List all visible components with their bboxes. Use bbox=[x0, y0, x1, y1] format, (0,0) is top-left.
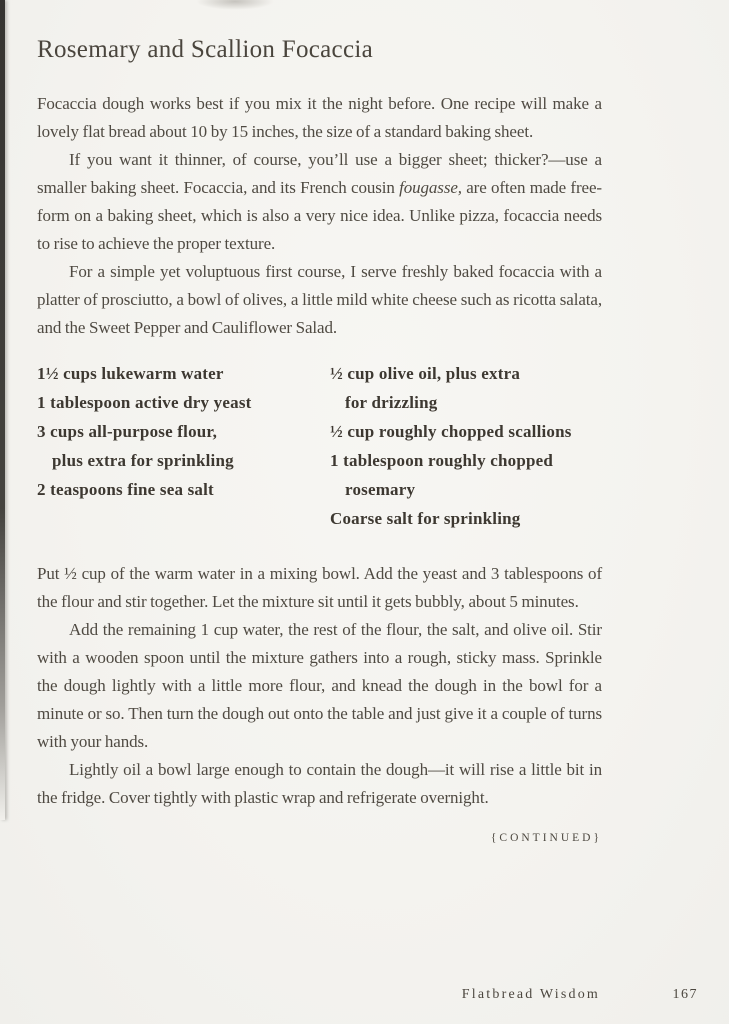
ingredient-item-continuation: for drizzling bbox=[345, 393, 438, 412]
intro-paragraph-2 bbox=[37, 146, 602, 258]
ingredient-item: Coarse salt for sprinkling bbox=[330, 509, 521, 528]
method-paragraph-3: Lightly oil a bowl large enough to contain the dough—it will rise a little bit in the fridge. Cover tightly with plastic wrap and refrigerate overnight. bbox=[37, 760, 602, 807]
ingredient-item: 1½ cups lukewarm water bbox=[37, 364, 224, 383]
method-paragraph-2: Add the remaining 1 cup water, the rest of the flour, the salt, and olive oil. Stir with a wooden spoon until the mixture gathers into a rough, sticky mass. Sprinkle the dough lightly with a little more flour, and knead the dough in the bowl for a minute or so. Then turn the dough out onto the table and just give it a couple of turns with your hands. bbox=[37, 620, 602, 751]
page-content bbox=[37, 0, 602, 844]
ingredient-item-continuation: rosemary bbox=[345, 480, 416, 499]
intro-paragraph-1: Focaccia dough works best if you mix it the night before. One recipe will make a lovely flat bread about 10 by 15 inches, the size of a standard baking sheet. bbox=[37, 94, 602, 141]
ingredient-item: 2 teaspoons fine sea salt bbox=[37, 480, 214, 499]
recipe-method bbox=[37, 560, 602, 812]
intro-paragraph-2-text-after: are often made free-form on a baking sheet, which is also a very nice idea. Unlike pizza, focaccia needs to rise to achieve the proper texture. bbox=[37, 178, 602, 253]
ingredient-item: 1 tablespoon roughly chopped bbox=[330, 451, 554, 470]
ingredient-item: ½ cup roughly chopped scallions bbox=[330, 422, 572, 441]
page-title: Rosemary and Scallion Focaccia bbox=[37, 36, 373, 63]
ingredients-list bbox=[37, 359, 602, 533]
ingredient-item-continuation: plus extra for sprinkling bbox=[52, 451, 234, 470]
ingredients-column-left bbox=[37, 359, 330, 533]
recipe-intro bbox=[37, 90, 602, 342]
ingredient-item: 3 cups all-purpose flour, bbox=[37, 422, 218, 441]
running-footer-section-name: Flatbread Wisdom bbox=[461, 987, 600, 1002]
page-number: 167 bbox=[672, 987, 698, 1002]
ingredient-item: 1 tablespoon active dry yeast bbox=[37, 393, 252, 412]
ingredients-column-right bbox=[330, 359, 602, 533]
ingredient-item: ½ cup olive oil, plus extra bbox=[330, 364, 521, 383]
intro-paragraph-3: For a simple yet voluptuous first course, I serve freshly baked focaccia with a platter of prosciutto, a bowl of olives, a little mild white cheese such as ricotta salata, and the Sweet Pepper and Cauliflower Salad. bbox=[37, 262, 602, 337]
continued-marker: {CONTINUED} bbox=[490, 832, 602, 844]
fougasse-italic-term: fougasse, bbox=[399, 178, 462, 197]
intro-paragraph-2-text: If you want it thinner, of course, you’ll use a bigger sheet; thicker?—use a smaller baking sheet. Focaccia, and its French cousin bbox=[37, 150, 602, 197]
method-paragraph-1: Put ½ cup of the warm water in a mixing bowl. Add the yeast and 3 tablespoons of the flour and stir together. Let the mixture sit until it gets bubbly, about 5 minutes. bbox=[37, 564, 602, 611]
scan-edge-artifact bbox=[0, 0, 5, 820]
